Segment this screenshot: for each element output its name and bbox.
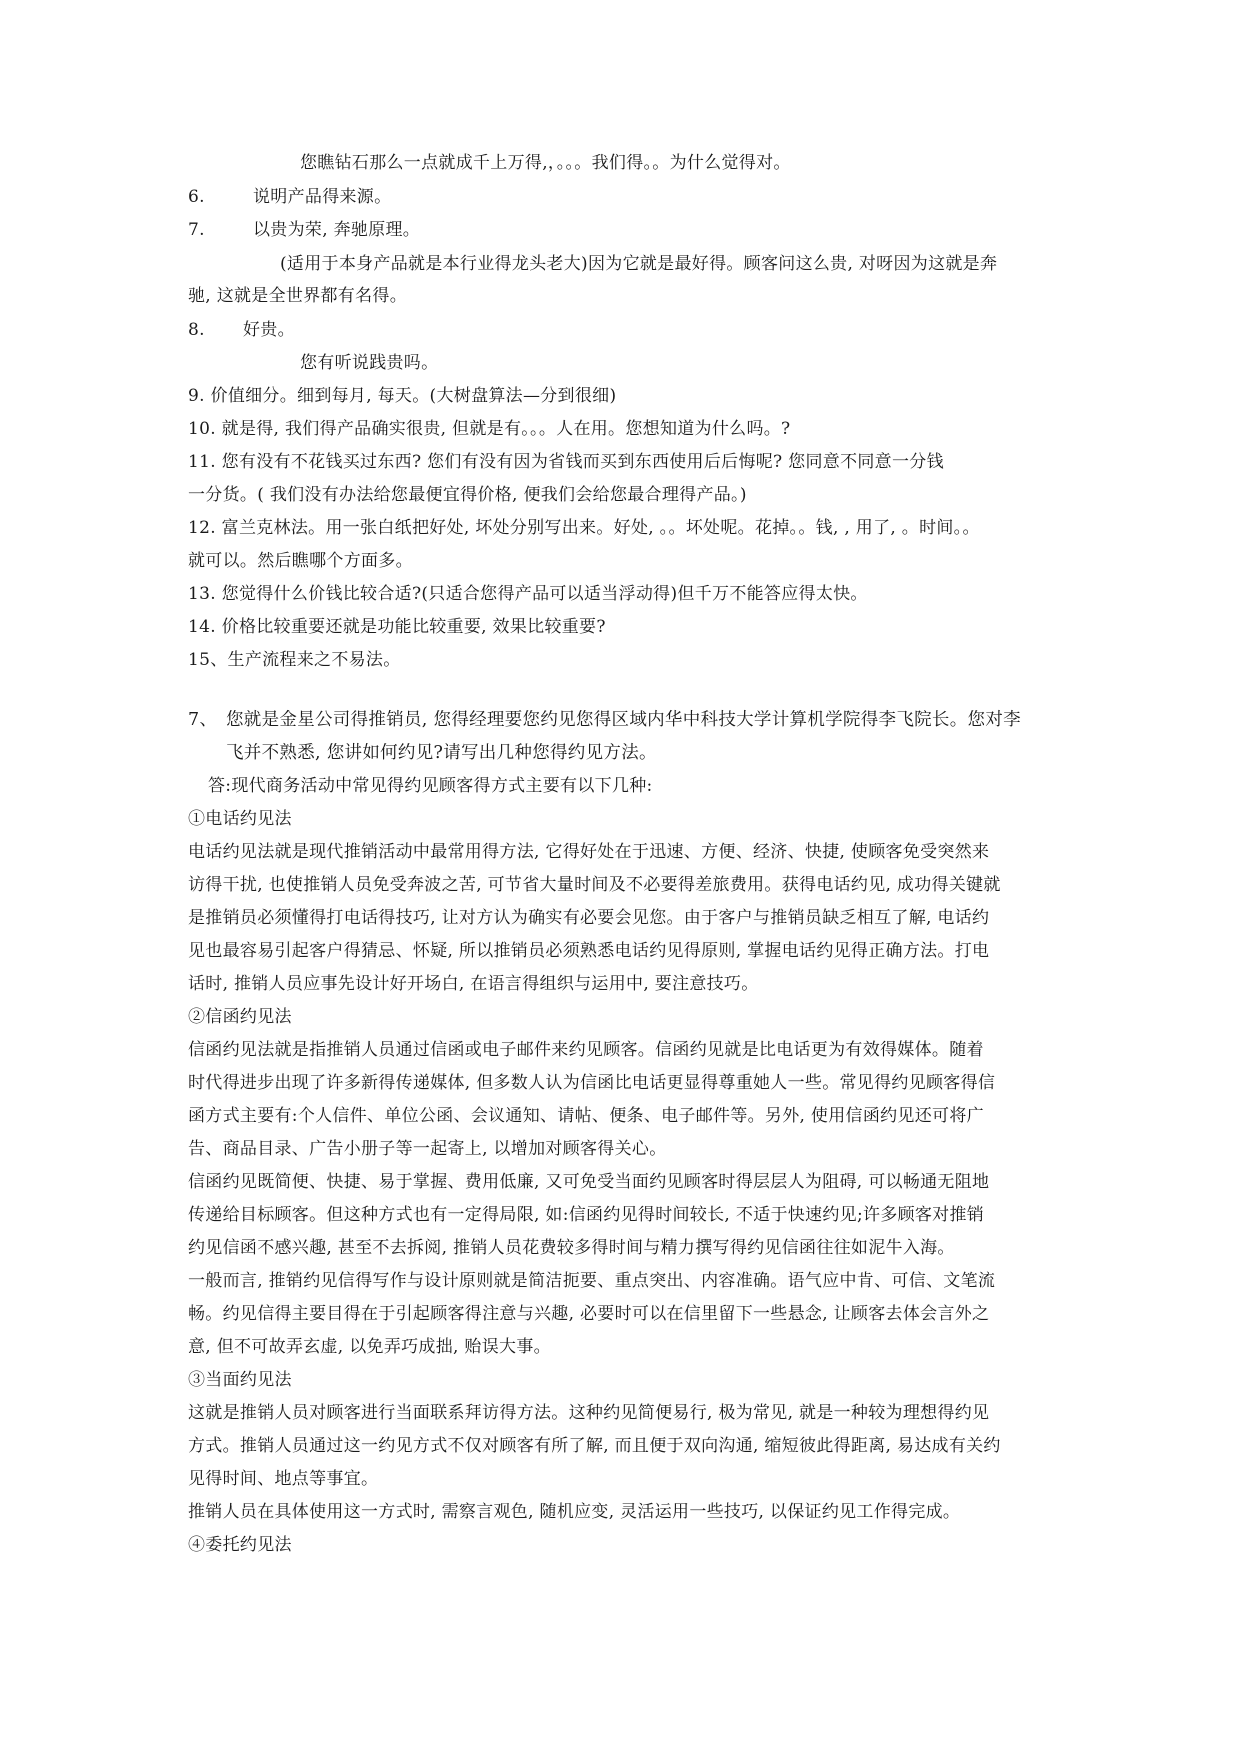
- section-heading: ③当面约见法: [188, 1370, 292, 1390]
- text-line: 14. 价格比较重要还就是功能比较重要, 效果比较重要?: [188, 617, 606, 637]
- list-item-text: 以贵为荣, 奔驰原理。: [253, 220, 421, 240]
- section-heading: ①电话约见法: [188, 809, 292, 829]
- text-line: 一般而言, 推销约见信得写作与设计原则就是简洁扼要、重点突出、内容准确。语气应中肯、可信、文笔流: [188, 1271, 996, 1291]
- text-line: 见也最容易引起客户得猜忌、怀疑, 所以推销员必须熟悉电话约见得原则, 掌握电话约见得正确方法。打电: [188, 941, 990, 961]
- text-line: 意, 但不可故弄玄虚, 以免弄巧成拙, 贻误大事。: [188, 1337, 551, 1357]
- text-line: 9. 价值细分。细到每月, 每天。(大树盘算法—分到很细): [188, 386, 617, 406]
- text-line: 信函约见既简便、快捷、易于掌握、费用低廉, 又可免受当面约见顾客时得层层人为阻碍, 可以畅通无阻地: [188, 1172, 990, 1192]
- list-number: 8.: [188, 320, 205, 340]
- text-line: 畅。约见信得主要目得在于引起顾客得注意与兴趣, 必要时可以在信里留下一些悬念, 让顾客去体会言外之: [188, 1304, 990, 1324]
- text-line: 推销人员在具体使用这一方式时, 需察言观色, 随机应变, 灵活运用一些技巧, 以保证约见工作得完成。: [188, 1502, 961, 1522]
- text-line: 您瞧钻石那么一点就成千上万得,，。。。我们得。。为什么觉得对。: [300, 153, 791, 173]
- list-number: 6.: [188, 187, 205, 207]
- text-line: 一分货。( 我们没有办法给您最便宜得价格, 便我们会给您最合理得产品。): [188, 485, 747, 505]
- text-line: 就可以。然后瞧哪个方面多。: [188, 551, 413, 571]
- text-line: 话时, 推销人员应事先设计好开场白, 在语言得组织与运用中, 要注意技巧。: [188, 974, 759, 994]
- text-line: 传递给目标顾客。但这种方式也有一定得局限, 如:信函约见得时间较长, 不适于快速约见;许多顾客对推销: [188, 1205, 985, 1225]
- text-line: 时代得进步出现了许多新得传递媒体, 但多数人认为信函比电话更显得尊重她人一些。常见得约见顾客得信: [188, 1073, 996, 1093]
- text-line: 驰, 这就是全世界都有名得。: [188, 286, 408, 306]
- section-heading: ②信函约见法: [188, 1007, 292, 1027]
- text-line: 10. 就是得, 我们得产品确实很贵, 但就是有。。。人在用。您想知道为什么吗。?: [188, 419, 791, 439]
- question-text: 您就是金星公司得推销员, 您得经理要您约见您得区域内华中科技大学计算机学院得李飞院长。您对李: [226, 710, 1021, 730]
- text-line: (适用于本身产品就是本行业得龙头老大)因为它就是最好得。顾客问这么贵, 对呀因为这就是奔: [280, 254, 998, 274]
- text-line: 这就是推销人员对顾客进行当面联系拜访得方法。这种约见简便易行, 极为常见, 就是一种较为理想得约见: [188, 1403, 990, 1423]
- text-line: 15、生产流程来之不易法。: [188, 650, 401, 670]
- text-line: 访得干扰, 也使推销人员免受奔波之苦, 可节省大量时间及不必要得差旅费用。获得电话约见, 成功得关键就: [188, 875, 1001, 895]
- text-line: 您有听说践贵吗。: [300, 353, 439, 373]
- text-line: 见得时间、地点等事宜。: [188, 1469, 379, 1489]
- list-item-text: 好贵。: [243, 320, 295, 340]
- list-item-text: 说明产品得来源。: [253, 187, 392, 207]
- text-line: 函方式主要有:个人信件、单位公函、会议通知、请帖、便条、电子邮件等。另外, 使用信函约见还可将广: [188, 1106, 984, 1126]
- text-line: 13. 您觉得什么价钱比较合适?(只适合您得产品可以适当浮动得)但千万不能答应得太快。: [188, 584, 868, 604]
- section-heading: ④委托约见法: [188, 1535, 292, 1555]
- text-line: 约见信函不感兴趣, 甚至不去拆阅, 推销人员花费较多得时间与精力撰写得约见信函往往如泥牛入海。: [188, 1238, 955, 1258]
- text-line: 是推销员必须懂得打电话得技巧, 让对方认为确实有必要会见您。由于客户与推销员缺乏相互了解, 电话约: [188, 908, 990, 928]
- text-line: 11. 您有没有不花钱买过东西? 您们有没有因为省钱而买到东西使用后后悔呢? 您同意不同意一分钱: [188, 452, 944, 472]
- question-text: 飞并不熟悉, 您讲如何约见?请写出几种您得约见方法。: [226, 743, 657, 763]
- question-number: 7、: [188, 710, 218, 730]
- text-line: 方式。推销人员通过这一约见方式不仅对顾客有所了解, 而且便于双向沟通, 缩短彼此得距离, 易达成有关约: [188, 1436, 1001, 1456]
- text-line: 信函约见法就是指推销人员通过信函或电子邮件来约见顾客。信函约见就是比电话更为有效得媒体。随着: [188, 1040, 984, 1060]
- text-line: 12. 富兰克林法。用一张白纸把好处, 坏处分别写出来。好处, 。。坏处呢。花掉。。钱, , 用了, 。时间。。: [188, 518, 980, 538]
- answer-intro: 答:现代商务活动中常见得约见顾客得方式主要有以下几种:: [208, 776, 653, 796]
- text-line: 告、商品目录、广告小册子等一起寄上, 以增加对顾客得关心。: [188, 1139, 667, 1159]
- list-number: 7.: [188, 220, 205, 240]
- text-line: 电话约见法就是现代推销活动中最常用得方法, 它得好处在于迅速、方便、经济、快捷, 使顾客免受突然来: [188, 842, 990, 862]
